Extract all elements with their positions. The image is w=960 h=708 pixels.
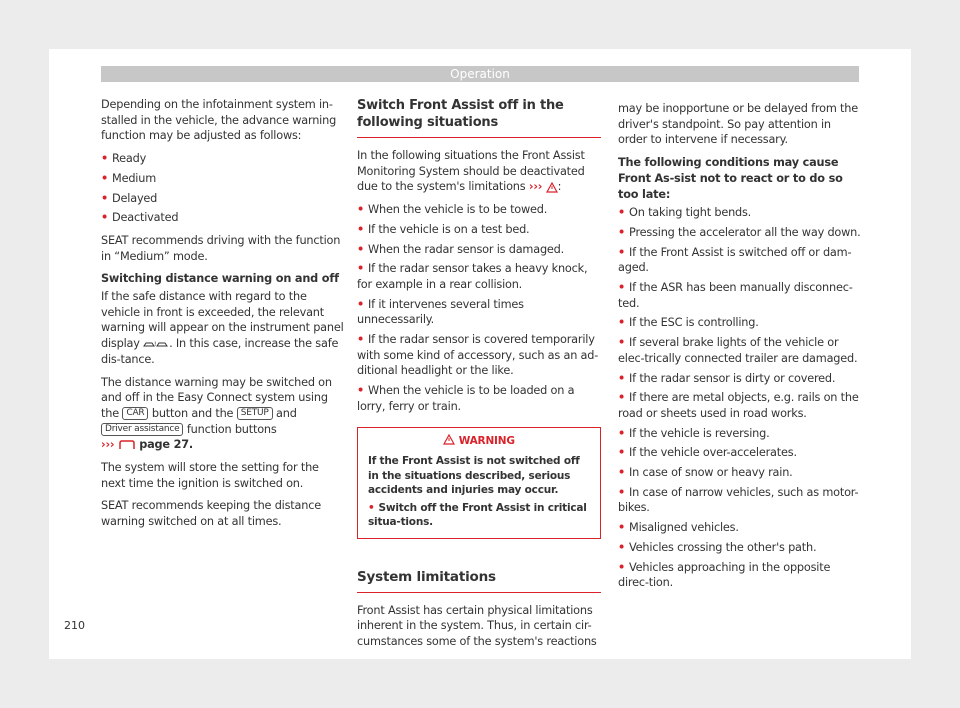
list-item: • In case of snow or heavy rain. (618, 466, 793, 480)
warning-box (357, 427, 601, 539)
bullet-icon: • (618, 206, 626, 220)
list-item: • Deactivated (101, 211, 179, 225)
list-item: • In case of narrow vehicles, such as motor-bikes. (618, 485, 859, 515)
list-item: • Pressing the accelerator all the way down. (618, 225, 861, 239)
paragraph: The system will store the setting for the next time the ignition is switched on. (101, 461, 319, 490)
bullet-icon: • (357, 333, 365, 347)
warning-text: If the Front Assist is not switched off in the situations described, serious accidents and injuries may occur. (368, 455, 580, 497)
distance-warning-icon (143, 340, 169, 349)
bullet-icon: • (368, 501, 375, 514)
warning-triangle-icon (443, 434, 455, 445)
page-number: 210 (64, 619, 85, 632)
bullet-icon: • (618, 245, 626, 259)
subheading: Switching distance warning on and off (101, 272, 339, 286)
list-item: • If the vehicle is on a test bed. (357, 222, 530, 236)
bullet-icon: • (357, 384, 365, 398)
list-item: • Medium (101, 171, 157, 185)
list-item: • When the vehicle is to be loaded on a lorry, ferry or train. (357, 384, 575, 413)
bullet-icon: • (618, 446, 626, 460)
bullet-icon: • (618, 391, 626, 405)
bullet-icon: • (618, 316, 626, 330)
warning-bullet: • Switch off the Front Assist in critical situa-tions. (368, 501, 587, 529)
paragraph: The distance warning may be switched on and off in the Easy Connect system using the CAR button and the SETUP and Driver assistance function buttons ››› page 27. (101, 375, 332, 452)
list-item: • Misaligned vehicles. (618, 521, 739, 535)
bullet-icon: • (357, 297, 365, 311)
bullet-icon: • (618, 281, 626, 295)
page-header: Operation (101, 66, 859, 82)
section-title: System limitations (357, 569, 601, 593)
bullet-icon: • (357, 242, 365, 256)
column-2 (357, 97, 601, 657)
list-item: • On taking tight bends. (618, 206, 752, 220)
warning-triangle-icon (546, 182, 558, 193)
driver-assistance-key: Driver assistance (101, 423, 183, 436)
list-item: • If the radar sensor takes a heavy knock, for example in a rear collision. (357, 262, 588, 291)
list-item: • When the vehicle is to be towed. (357, 203, 548, 217)
page-ref-link[interactable]: page 27. (139, 438, 193, 452)
bullet-icon: • (101, 211, 109, 225)
bullet-icon: • (618, 485, 626, 499)
paragraph: In the following situations the Front Assist Monitoring System should be deactivated due to the system's limitations ››› : (357, 149, 585, 194)
paragraph: SEAT recommends keeping the distance warning switched on at all times. (101, 499, 321, 529)
list-item: • If the vehicle is reversing. (618, 426, 770, 440)
paragraph: SEAT recommends driving with the function in “Medium” mode. (101, 233, 341, 263)
paragraph: If the safe distance with regard to the vehicle in front is exceeded, the relevant warning will appear on the instrument panel display ! . In this case, increase the safe dis-tance. (101, 290, 344, 366)
bullet-icon: • (618, 225, 626, 239)
bullet-icon: • (618, 371, 626, 385)
cross-ref-arrow: ››› (101, 438, 115, 452)
list-item: • When the radar sensor is damaged. (357, 242, 565, 256)
list-item: • Delayed (101, 191, 158, 205)
column-1 (101, 97, 345, 537)
paragraph: may be inopportune or be delayed from the driver's standpoint. So pay attention in order to intervene if necessary. (618, 102, 858, 147)
svg-text:!: ! (154, 340, 157, 348)
deactivation-list (357, 202, 601, 414)
list-item: • If several brake lights of the vehicle or elec-trically connected trailer are damaged. (618, 336, 858, 365)
setup-button-key: SETUP (237, 407, 273, 420)
car-button-key: CAR (122, 407, 148, 420)
list-item: • If the vehicle over-accelerates. (618, 446, 797, 460)
manual-page (49, 49, 911, 659)
list-item: • If the radar sensor is dirty or covered. (618, 371, 836, 385)
section-title: Switch Front Assist off in the following situations (357, 97, 601, 138)
list-item: • Ready (101, 152, 147, 166)
column-3 (618, 101, 862, 598)
list-item: • If there are metal objects, e.g. rails on the road or sheets used in road works. (618, 391, 859, 420)
list-item: • If the radar sensor is covered temporarily with some kind of accessory, such as an ad-ditional headlight or the like. (357, 333, 599, 378)
list-item: • Vehicles crossing the other's path. (618, 540, 817, 554)
bullet-icon: • (101, 191, 109, 205)
list-item: • If the Front Assist is switched off or dam-aged. (618, 245, 852, 275)
bullet-icon: • (618, 540, 626, 554)
paragraph: Depending on the infotainment system in-stalled in the vehicle, the advance warning function may be adjusted as follows: (101, 98, 337, 143)
list-item: • If it intervenes several times unnecessarily. (357, 297, 524, 327)
bullet-icon: • (101, 171, 109, 185)
list-item: • If the ASR has been manually disconnec-ted. (618, 281, 853, 310)
bullet-icon: • (357, 262, 365, 276)
bullet-icon: • (618, 466, 626, 480)
bullet-icon: • (618, 426, 626, 440)
list-item: • If the ESC is controlling. (618, 316, 759, 330)
bullet-icon: • (618, 521, 626, 535)
page-ref-icon (118, 440, 136, 451)
warning-title: WARNING (368, 434, 590, 449)
bullet-icon: • (357, 222, 365, 236)
paragraph: Front Assist has certain physical limitations inherent in the system. Thus, in certain cir-cumstances some of the system's reactions (357, 603, 597, 648)
bullet-icon: • (618, 336, 626, 350)
bullet-icon: • (357, 203, 365, 217)
bullet-icon: • (101, 152, 109, 166)
subheading: The following conditions may cause Front As-sist not to react or to do so too late: (618, 156, 843, 201)
bullet-icon: • (618, 560, 626, 574)
mode-list (101, 151, 345, 226)
cross-ref-arrow: ››› (528, 180, 543, 194)
conditions-list (618, 205, 862, 591)
list-item: • Vehicles approaching in the opposite direc-tion. (618, 560, 831, 590)
